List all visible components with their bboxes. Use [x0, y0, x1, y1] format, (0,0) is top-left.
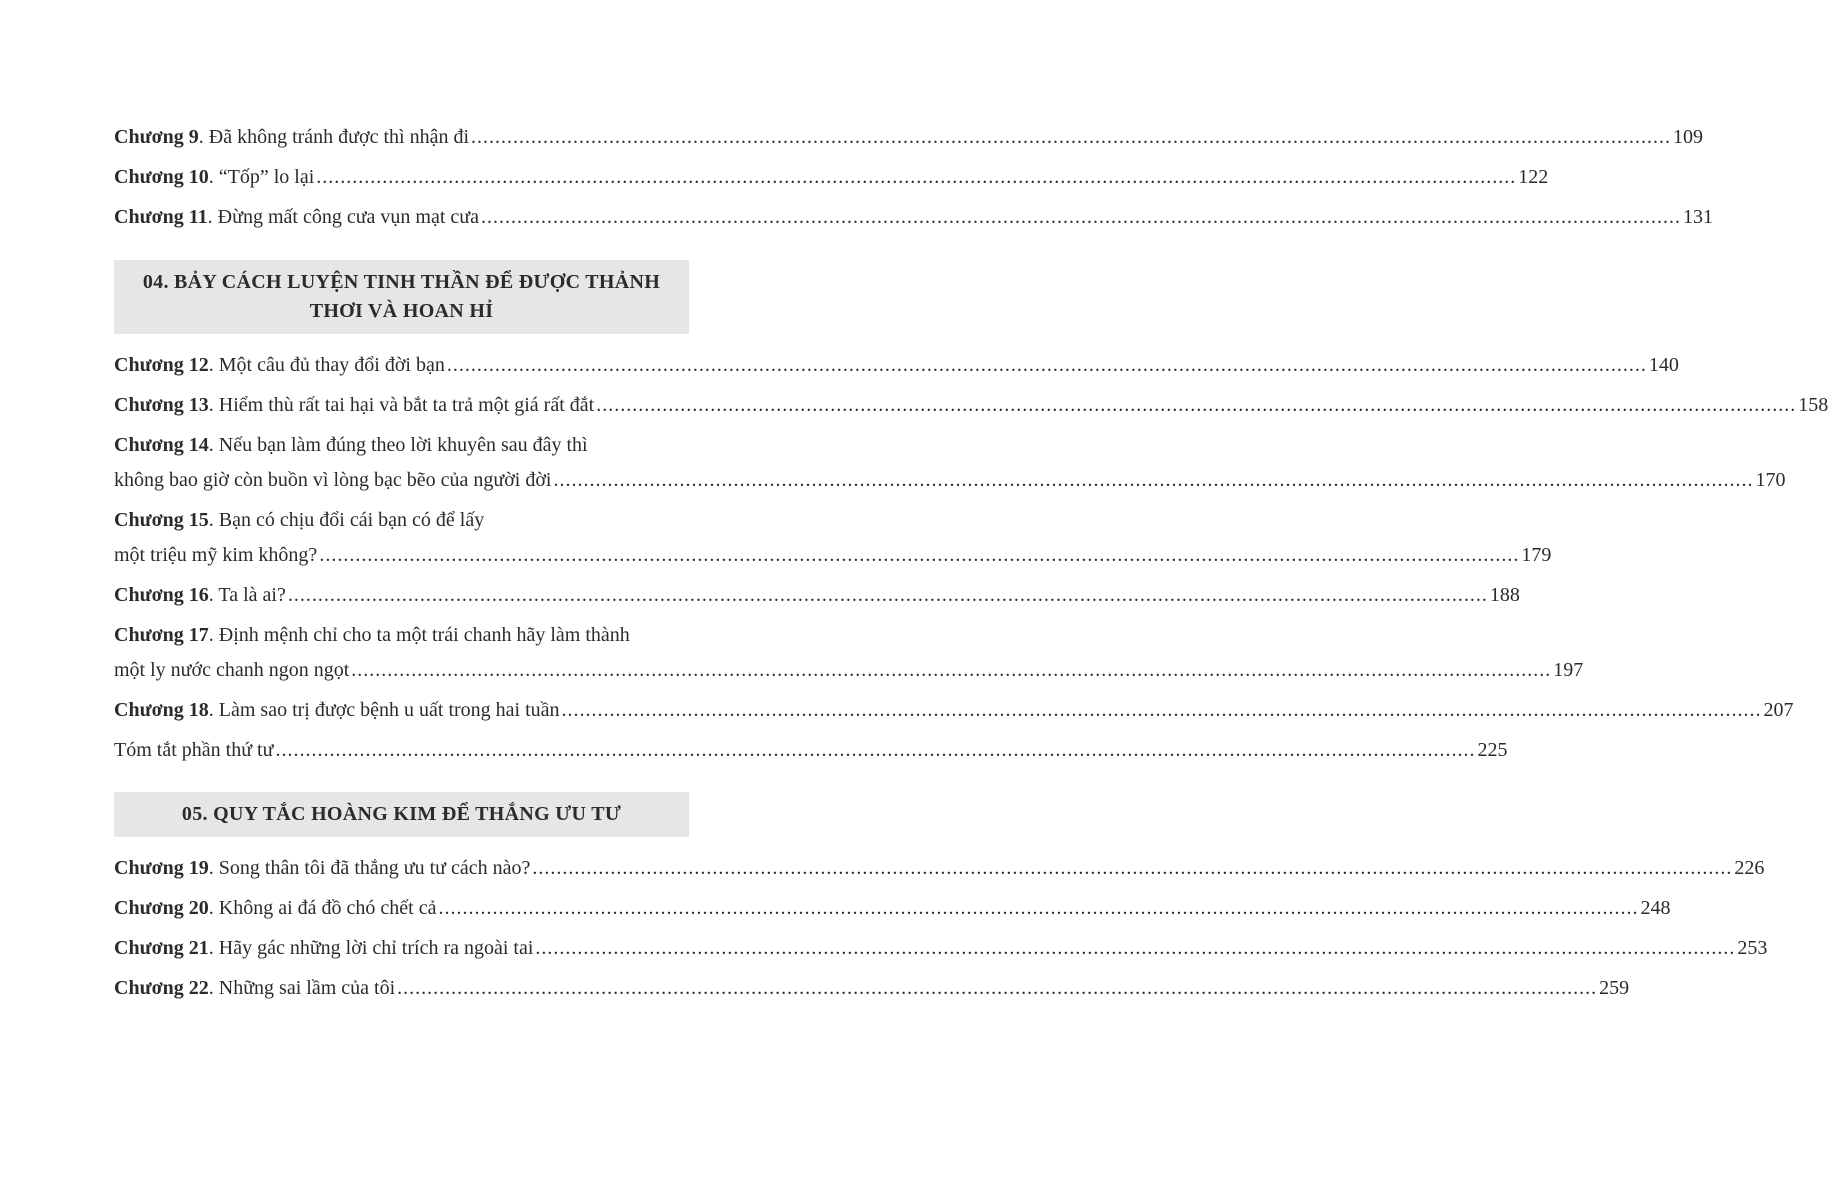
toc-entry-ch21	[114, 931, 1768, 966]
toc-entry-ch12	[114, 348, 1679, 383]
leader-dots: ........................................................................................................................................................................................................	[319, 544, 1520, 566]
page-number: 179	[1521, 544, 1552, 566]
chapter-label: Chương 16	[114, 584, 209, 606]
chapter-label: Chương 12	[114, 354, 209, 376]
chapter-title: . Những sai lầm của tôi	[208, 977, 396, 999]
toc-entry-summary-4	[114, 733, 1508, 768]
section-heading-line: 04. BẢY CÁCH LUYỆN TINH THẦN ĐỂ ĐƯỢC THẢNH	[142, 271, 661, 293]
table-of-contents	[114, 120, 1828, 1006]
page-number: 197	[1553, 659, 1584, 681]
toc-entry-ch22	[114, 971, 1630, 1006]
leader-dots: ........................................................................................................................................................................................................	[351, 659, 1552, 681]
page-number: 253	[1737, 937, 1768, 959]
chapter-title: . Đã không tránh được thì nhận đi	[198, 126, 470, 148]
toc-entry-ch15	[114, 503, 1552, 573]
toc-entry-ch17	[114, 618, 1584, 688]
chapter-label: Chương 9	[114, 126, 199, 148]
chapter-title: . Làm sao trị được bệnh u uất trong hai tuần	[208, 699, 560, 721]
chapter-label: Chương 20	[114, 897, 209, 919]
page-number: 188	[1489, 584, 1520, 606]
leader-dots: ........................................................................................................................................................................................................	[596, 394, 1797, 416]
chapter-title: . Nếu bạn làm đúng theo lời khuyên sau đây thì	[208, 434, 588, 456]
chapter-label: Chương 22	[114, 977, 209, 999]
chapter-title: . Không ai đá đồ chó chết cả	[208, 897, 437, 919]
leader-dots: ........................................................................................................................................................................................................	[553, 469, 1754, 491]
chapter-title: . Song thân tôi đã thắng ưu tư cách nào?	[208, 857, 531, 879]
leader-dots: ........................................................................................................................................................................................................	[287, 584, 1488, 606]
section-heading-04	[114, 260, 689, 334]
page-number: 122	[1518, 166, 1549, 188]
chapter-label: Chương 10	[114, 166, 209, 188]
page-number: 207	[1763, 699, 1794, 721]
section-heading-line: THƠI VÀ HOAN HỈ	[309, 300, 494, 322]
toc-entry-ch19	[114, 851, 1765, 886]
page-number: 131	[1683, 206, 1713, 228]
toc-entry-ch11	[114, 200, 1713, 235]
leader-dots: ........................................................................................................................................................................................................	[535, 937, 1736, 959]
page-number: 140	[1648, 354, 1679, 376]
chapter-title: . “Tốp” lo lại	[208, 166, 315, 188]
chapter-label: Chương 13	[114, 394, 209, 416]
toc-entry-ch20	[114, 891, 1671, 926]
chapter-label: Chương 18	[114, 699, 209, 721]
chapter-label: Chương 11	[114, 206, 208, 228]
leader-dots: ........................................................................................................................................................................................................	[471, 126, 1672, 148]
chapter-title: . Bạn có chịu đổi cái bạn có để lấy	[208, 509, 485, 531]
chapter-label: Chương 17	[114, 624, 209, 646]
page-number: 109	[1673, 126, 1704, 148]
chapter-title: . Đừng mất công cưa vụn mạt cưa	[207, 206, 479, 228]
toc-entry-ch13	[114, 388, 1828, 423]
page-number: 225	[1477, 739, 1508, 761]
chapter-label: Chương 15	[114, 509, 209, 531]
chapter-title: . Ta là ai?	[208, 584, 286, 606]
page-number: 158	[1798, 394, 1828, 416]
chapter-title: . Một câu đủ thay đổi đời bạn	[208, 354, 445, 376]
chapter-title: Tóm tắt phần thứ tư	[114, 739, 274, 761]
chapter-label: Chương 19	[114, 857, 209, 879]
page-number: 248	[1640, 897, 1671, 919]
chapter-title: . Định mệnh chỉ cho ta một trái chanh hãy làm thành	[208, 624, 630, 646]
leader-dots: ........................................................................................................................................................................................................	[316, 166, 1517, 188]
toc-entry-ch16	[114, 578, 1520, 613]
leader-dots: ........................................................................................................................................................................................................	[275, 739, 1476, 761]
toc-entry-ch18	[114, 693, 1794, 728]
leader-dots: ........................................................................................................................................................................................................	[438, 897, 1639, 919]
chapter-title: . Hãy gác những lời chỉ trích ra ngoài tai	[208, 937, 534, 959]
leader-dots: ........................................................................................................................................................................................................	[397, 977, 1598, 999]
section-heading-line: 05. QUY TẮC HOÀNG KIM ĐỂ THẮNG ƯU TƯ	[181, 803, 622, 825]
leader-dots: ........................................................................................................................................................................................................	[532, 857, 1733, 879]
leader-dots: ........................................................................................................................................................................................................	[446, 354, 1647, 376]
chapter-title-cont: một triệu mỹ kim không?	[114, 544, 318, 566]
section-heading-05	[114, 792, 689, 837]
leader-dots: ........................................................................................................................................................................................................	[481, 206, 1681, 228]
chapter-label: Chương 14	[114, 434, 209, 456]
chapter-title-cont: một ly nước chanh ngon ngọt	[114, 659, 350, 681]
page-number: 259	[1599, 977, 1630, 999]
toc-entry-ch10	[114, 160, 1549, 195]
page-number: 170	[1755, 469, 1786, 491]
chapter-title: . Hiểm thù rất tai hại và bắt ta trả một giá rất đắt	[208, 394, 595, 416]
chapter-label: Chương 21	[114, 937, 209, 959]
chapter-title-cont: không bao giờ còn buồn vì lòng bạc bẽo của người đời	[114, 469, 552, 491]
toc-entry-ch9	[114, 120, 1704, 155]
toc-entry-ch14	[114, 428, 1786, 498]
page-number: 226	[1734, 857, 1765, 879]
leader-dots: ........................................................................................................................................................................................................	[561, 699, 1762, 721]
